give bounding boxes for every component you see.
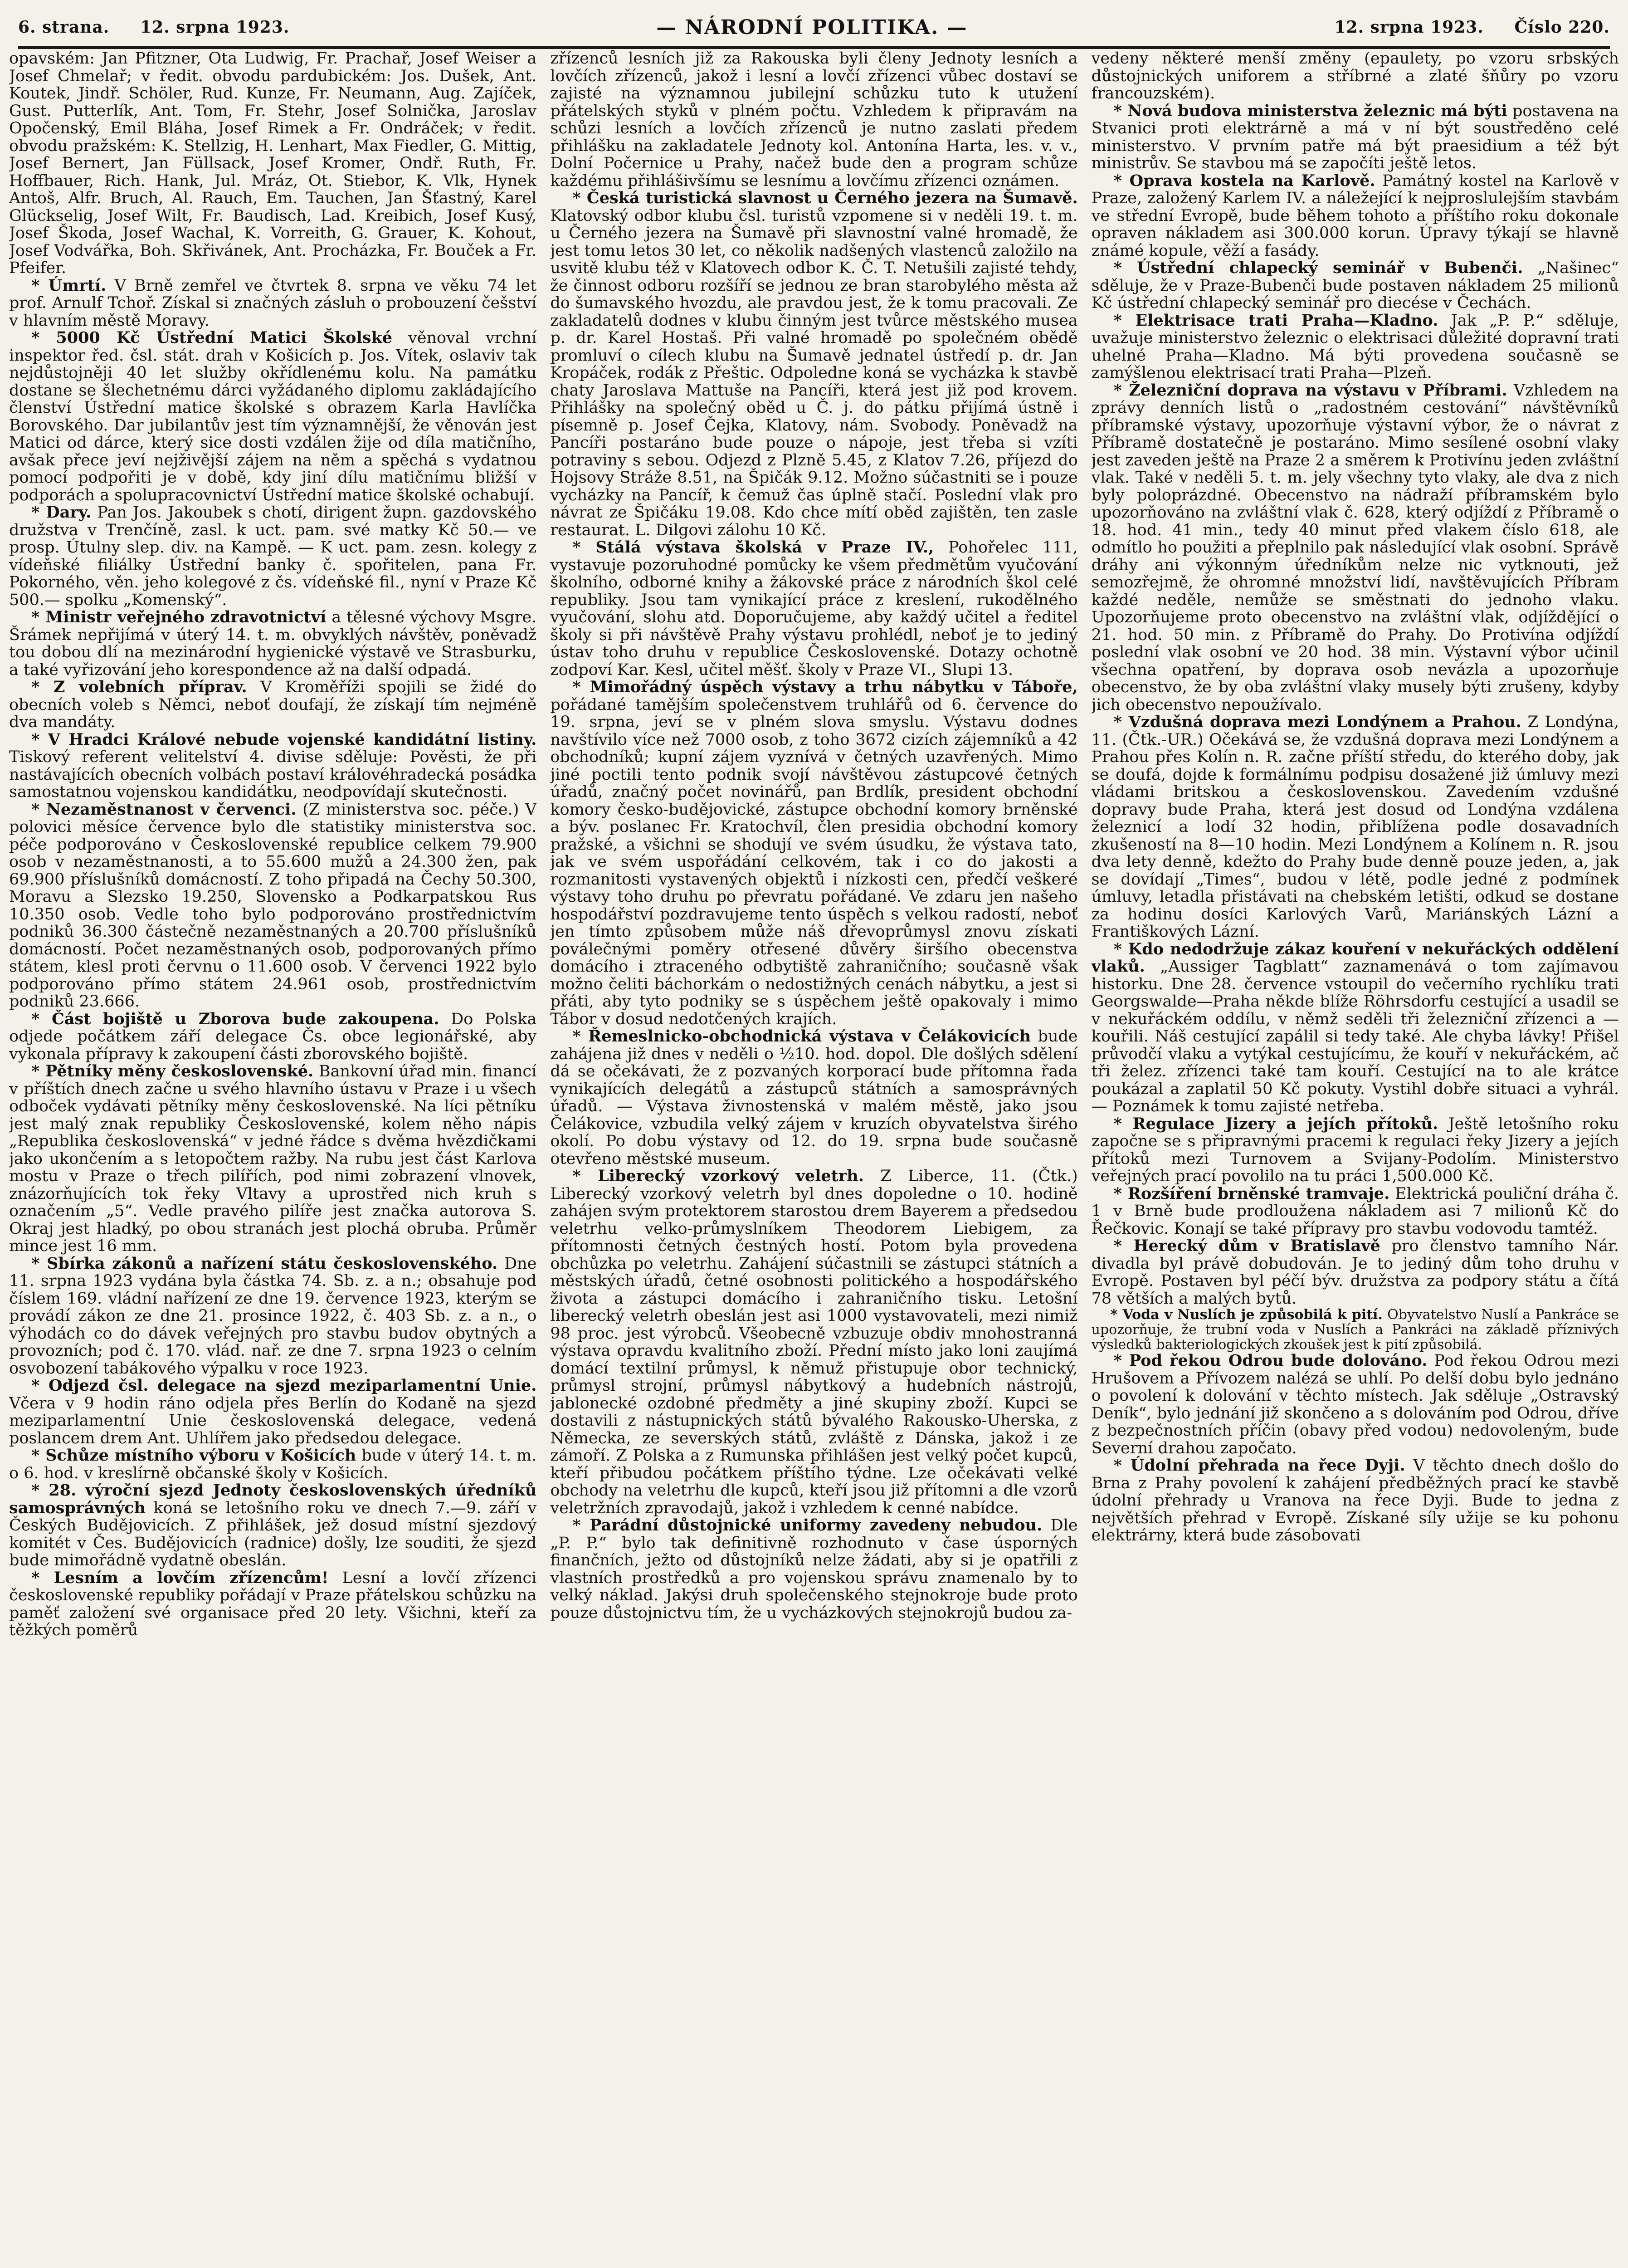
article-paragraph [1092, 259, 1619, 312]
article-headline: * Údolní přehrada na řece Dyji. [1113, 1456, 1405, 1475]
article-headline: * Kdo nedodržuje zákaz kouření v nekuřáckých oddělení vlaků. [1091, 939, 1619, 976]
article-headline: * Rozšíření brněnské tramvaje. [1113, 1184, 1390, 1203]
article-headline: * Česká turistická slavnost u Černého jezera na Šumavě. [572, 189, 1078, 207]
article-headline: * Oprava kostela na Karlově. [1113, 171, 1375, 190]
article-headline: * Vzdušná doprava mezi Londýnem a Prahou. [1113, 713, 1521, 731]
article-body: „Aussiger Tagblatt“ zaznamenává o tom zajímavou historku. Dne 28. července vstoupil do večerního rychlíku trati Georgswalde—Praha někde blíže Röhrsdorfu cestující a usadil se v nekuřáckém oddílu, v němž seděli tři železniční zřízenci a — kouřili. Náš cestující zapálil si tedy také. Ale chyba lávky! Přišel průvodčí vlaku a vytýkal cestujícímu, že kouří v nekuřáckém, ač tři želez. zřízenci také tam kouří. Cestující na to ale krátce poukázal a zaplatil 50 Kč pokuty. Vystihl dobře situaci a vyhrál. — Poznámek k tomu zajisté netřeba. [1091, 958, 1619, 1115]
header-right [1334, 18, 1610, 37]
article-body: věnoval vrchní inspektor řed. čsl. stát. drah v Košicích p. Jos. Vítek, oslaviv tak nejdůstojněji 40 let služby okřídlenému kolu. Na památku dostane se šlechetnému dárci vyžádaného diplomu zakládajícího členství Ústřední matice školské s obrazem Karla Havlíčka Borovského. Dar jubilantův jest tím významnější, že věnován jest Matici od dárce, který sice dosti vzdálen žije od díla matičního, avšak přece jeví nejživější zájem na něm a spěchá s vydatnou pomocí podpořiti je v době, kdy jiní dílu matičnímu bližší v podporách a spolupracovnictví Ústřední matice školské ochabují. [9, 329, 537, 504]
column-middle [550, 50, 1077, 2268]
article-paragraph [1092, 382, 1619, 714]
article-paragraph [1092, 1115, 1619, 1185]
article-headline: * Z volebních příprav. [31, 678, 247, 696]
article-headline: * Herecký dům v Bratislavě [1113, 1237, 1380, 1255]
article-body: V těchto dnech došlo do Brna z Prahy povolení k zahájení předběžných prací ke stavbě údolní přehrady u Vranova na řece Dyji. Bude to jedna z největších přehrad v Evropě. Získané síly užije se ku pohonu elektrárny, která bude zásobovati [1091, 1457, 1619, 1545]
article-paragraph [9, 1011, 536, 1063]
article-paragraph [550, 679, 1077, 1028]
article-body: Lesní a lovčí zřízenci československé republiky pořádají v Praze přátelskou schůzku na paměť založení své organisace před 20 lety. Všichni, kteří za těžkých poměrů [9, 1569, 537, 1639]
article-headline: * V Hradci Králové nebude vojenské kandidátní listiny. [31, 730, 537, 749]
article-paragraph [1092, 941, 1619, 1115]
article-headline: * Dary. [31, 503, 92, 522]
article-headline: * Úmrtí. [31, 276, 107, 295]
article-headline: * Železniční doprava na výstavu v Příbrami. [1113, 381, 1507, 400]
article-headline: * Pětníky měny československé. [31, 1062, 314, 1080]
article-paragraph [9, 1447, 536, 1482]
masthead-title: — NÁRODNÍ POLITIKA. — [656, 15, 968, 39]
article-headline: * Odjezd čsl. delegace na sjezd meziparlamentní Unie. [31, 1376, 537, 1395]
article-body: Dne 11. srpna 1923 vydána byla částka 74. Sb. z. a n.; obsahuje pod číslem 169. vládní nařízení ze dne 19. července 1923, kterým se provádí zákon ze dne 21. prosince 1922, č. 403 Sb. z. a n., o výhodách co do dávek veřejných pro stavbu budov obytných a provozních; pod č. 170. vlád. nař. ze dne 7. srpna 1923 o celním osvobození tabákového výpalku v roce 1923. [9, 1254, 537, 1378]
article-paragraph [1092, 312, 1619, 382]
article-headline: * Pod řekou Odrou bude dolováno. [1113, 1351, 1428, 1370]
article-paragraph [9, 1255, 536, 1378]
article-paragraph [1092, 1307, 1619, 1352]
article-body: bude zahájena již dnes v neděli o ½10. hod. dopol. Dle došlých sdělení dá se očekávati, že z pozvaných korporací bude přítomna řada vynikajících delegátů a zástupců státních a samosprávných úřadů. — Výstava živnostenská v malém městě, jako jsou Čelákovice, vzbudila velký zájem v kruzích obyvatelstva širého okolí. Po dobu výstavy od 12. do 19. srpna bude současně otevřeno městské museum. [550, 1027, 1078, 1168]
article-headline: * 28. výroční sjezd Jednoty československých úředníků samosprávných [9, 1481, 537, 1517]
article-body: Pod řekou Odrou mezi Hrušovem a Přívozem nalézá se uhlí. Po delší dobu bylo jednáno o povolení k dolování v těchto místech. Jak sděluje „Ostravský Deník“, bylo jednání již skončeno a s dolováním pod Odrou, dříve z bezpečnostních příčin (obavy před vodou) nedovoleným, bude Severní drahou započato. [1091, 1352, 1619, 1457]
article-body: Pan Jos. Jakoubek s chotí, dirigent župn. gazdovského družstva v Trenčíně, zasl. k uct. pam. své matky Kč 50.— ve prosp. Útulny slep. div. na Kampě. — K uct. pam. zesn. kolegy z vídeňské filiálky Ústřední banky č. spořitelen, pana Fr. Pokorného, věn. jeho kolegové z čs. vídeňské fil., nyní v Praze Kč 500.— spolku „Komenský“. [9, 503, 537, 609]
article-headline: * Liberecký vzorkový veletrh. [572, 1167, 864, 1185]
article-headline: * Řemeslnicko-obchodnická výstava v Čelákovicích [572, 1027, 1031, 1046]
article-paragraph [1092, 172, 1619, 260]
header-left [18, 18, 289, 37]
article-headline: * Lesním a lovčím zřízencům! [31, 1568, 329, 1587]
article-body: Včera v 9 hodin ráno odjela přes Berlín do Kodaně na sjezd meziparlamentní Unie československá delegace, vedená poslancem drem Ant. Uhlířem jako předsedou delegace. [9, 1394, 537, 1447]
column-left-text [9, 50, 536, 1639]
article-paragraph [9, 277, 536, 330]
article-paragraph [550, 190, 1077, 539]
article-body: Památný kostel na Karlově v Praze, založený Karlem IV. a náležející k nejproslulejším stavbám ve střední Evropě, bude během tohoto a příštího roku dokonale opraven nákladem asi 300.000 korun. Úpravy týkají se hlavně známé kopule, věží a fasády. [1091, 171, 1619, 260]
article-headline: * Část bojiště u Zborova bude zakoupena. [31, 1009, 439, 1028]
header-date-right: 12. srpna 1923. [1334, 18, 1484, 37]
article-paragraph [9, 1482, 536, 1569]
article-body: Klatovský odbor klubu čsl. turistů vzpomene si v neděli 19. t. m. u Černého jezera na Šumavě při slavnostní valné hromadě, že jest tomu letos 30 let, co několik nadšených vlastenců založilo na usvitě klubu též v Klatovech odbor K. Č. T. Netušili zajisté tehdy, že činnost odboru rozšíří se jednou ze bran starobylého města až do šumavského hvozdu, ale pravdou jest, že k tomu pracovali. Ze zakladatelů dodnes v klubu činným jest tvůrce městského musea p. dr. Karel Hostaš. Při valné hromadě po společném obědě promluví o cílech klubu na Šumavě jednatel ústředí p. dr. Jan Kropáček, rodák z Přeštic. Odpoledne koná se vycházka k stavbě chaty Jaroslava Mattuše na Pancíři, která jest již pod krovem. Přihlášky na společný oběd u Č. j. do pátku přijímá ústně i písemně p. Josef Čejka, Klatovy, nám. Svobody. Poněvadž na Pancíři postaráno bude pouze o nápoje, jest třeba si vzíti potraviny s sebou. Odjezd z Plzně 5.45, z Klatov 7.26, příjezd do Hojsovy Stráže 8.51, na Špičák 9.12. Možno súčastniti se i pouze vycházky na Pancíř, k čemuž čas úplně stačí. Poslední vlak pro návrat ze Špičáku 19.08. Kdo chce mítí oběd zajištěn, ten zasle restaurat. L. Dilgovi zálohu 10 Kč. [550, 206, 1078, 539]
header-date-left: 12. srpna 1923. [140, 18, 290, 37]
page-header [18, 8, 1610, 49]
article-body: a tělesné výchovy Msgre. Šrámek nepřijímá v úterý 14. t. m. obvyklých návštěv, poněvadž tou dobou dlí na mezinárodní hygienické výstavě ve Strasburku, a také vyřizování jeho korespondence až na další odpadá. [9, 608, 537, 679]
article-body: vedeny některé menší změny (epaulety, po vzoru srbských důstojnických uniforem a stříbrné a zlaté šňůry po vzoru francouzském). [1091, 50, 1619, 103]
article-headline: * Parádní důstojnické uniformy zavedeny nebudou. [572, 1516, 1043, 1535]
article-headline: * Elektrisace trati Praha—Kladno. [1113, 311, 1438, 330]
article-columns [9, 50, 1619, 2268]
column-middle-text [550, 50, 1077, 1622]
article-body: Ještě letošního roku započne se s připravnými pracemi k regulaci řeky Jizery a jejích přítoků mezi Turnovem a Svijany-Podolím. Ministerstvo veřejných prací povolilo na tu práci 1,500.000 Kč. [1091, 1114, 1619, 1185]
article-body: Tiskový referent velitelství 4. divise sděluje: Pověsti, že při nastávajících obecních volbách postaví královéhradecká posádka samostatnou vojenskou kandidátku, neodpovídají skutečnosti. [9, 748, 537, 801]
article-body: Bankovní úřad min. financí v příštích dnech začne u svého hlavního ústavu v Praze i u všech odboček vydávati pětníky měny československé. Na líci pětníku jest malý znak republiky Československé, kolem něho nápis „Republika československá“ v jedné řádce s dvěma hvězdičkami jako ukončením a s letopočtem ražby. Na rubu jest část Karlova mostu v Praze o třech pilířích, pod nimi zobrazení vlnovek, znázorňujících tok řeky Vltavy a uprostřed nich kruh s označením „5“. Vedle pravého pilíře jest značka autorova S. Okraj jest hladký, po obou stranách jest plochá obruba. Průměr mince jest 16 mm. [9, 1062, 537, 1255]
article-paragraph [9, 504, 536, 609]
article-paragraph [9, 329, 536, 504]
article-body: Obyvatelstvo Nuslí a Pankráce se upozorňuje, že trubní voda v Nuslích a Pankráci na základě příznivých výsledků bakteriologických zkoušek jest k pití způsobilá. [1091, 1307, 1619, 1353]
article-paragraph [9, 609, 536, 679]
page-number: 6. strana. [18, 18, 110, 37]
column-right-text [1092, 50, 1619, 1545]
article-paragraph [1092, 714, 1619, 941]
article-paragraph [1092, 1457, 1619, 1545]
article-headline: * Schůze místního výboru v Košicích [31, 1446, 356, 1465]
article-body: V Kroměříži spojili se židé do obecních voleb s Němci, neboť doufají, že získají tím nejméně dva mandáty. [9, 678, 537, 731]
article-body: Jak „P. P.“ sděluje, uvažuje ministerstvo železnic o elektrisaci důležité dopravní trati uhelné Praha—Kladno. Má býti provedena současně se zamýšlenou elektrisací trati Praha—Plzeň. [1091, 311, 1619, 382]
article-paragraph [1092, 50, 1619, 103]
article-paragraph [9, 1063, 536, 1255]
article-paragraph [9, 679, 536, 731]
article-headline: * Ústřední chlapecký seminář v Bubenči. [1113, 259, 1523, 277]
article-headline: * Nová budova ministerstva železnic má býti [1113, 101, 1507, 120]
article-paragraph [1092, 1352, 1619, 1457]
issue-number: Číslo 220. [1514, 18, 1610, 37]
article-paragraph [550, 539, 1077, 679]
article-body: bude v úterý 14. t. m. o 6. hod. v kreslírně občanské školy v Košicích. [9, 1447, 537, 1482]
article-body: koná se letošního roku ve dnech 7.—9. září v Českých Budějovicích. Z přihlášek, jež dosud místní sjezdový komitét v Čes. Budějovicích (radnice) došly, lze souditi, že sjezd bude mimořádně vydatně obeslán. [9, 1499, 537, 1569]
column-left [9, 50, 536, 2268]
article-body: opavském: Jan Pfitzner, Ota Ludwig, Fr. Prachař, Josef Weiser a Josef Chmelař; v ředit. obvodu pardubickém: Jos. Dušek, Ant. Koutek, Jindř. Schöler, Rud. Kunze, Fr. Neumann, Aug. Zajíček, Gust. Putterlík, Ant. Tom, Fr. Stehr, Josef Solnička, Jaroslav Opočenský, Emil Bláha, Josef Rimek a Fr. Ondráček; v ředit. obvodu pražském: K. Stellzig, H. Lenhart, Max Fiedler, G. Mittig, Josef Bernert, Jan Füllsack, Josef Kromer, Ondř. Ruth, Fr. Hoffbauer, Rich. Hank, Jul. Mráz, Ot. Stiebor, K. Vlk, Hynek Antoš, Alfr. Bruch, Al. Rauch, Em. Tauchen, Jan Šťastný, Karel Glückselig, Josef Wilt, Fr. Baudisch, Lad. Kreibich, Josef Kusý, Josef Škoda, Josef Wachal, K. Vorreith, G. Grauer, K. Kohout, Josef Vodvářka, Boh. Skřivánek, Ant. Procházka, Fr. Bouček a Fr. Pfeifer. [9, 50, 537, 277]
article-paragraph [550, 1168, 1077, 1517]
article-body: Pohořelec 111, vystavuje pozoruhodné pomůcky ke všem předmětům vyučování školního, odborné knihy a žákovské práce z národních škol celé republiky. Jsou tam vynikající práce z kreslení, rukodělného vyučování, slohu atd. Doporučujeme, aby každý učitel a ředitel školy si při návštěvě Prahy výstavu prohlédl, neboť je to jediný ústav toho druhu v republice Československé. Dotazy ochotně zodpoví Kar. Kesl, učitel měšť. školy v Praze VI., Slupi 13. [550, 538, 1078, 679]
article-headline: * Ministr veřejného zdravotnictví [31, 608, 327, 626]
column-right [1092, 50, 1619, 2268]
article-body: Z Londýna, 11. (Čtk.-UR.) Očekává se, že vzdušná doprava mezi Londýnem a Prahou přes Kolín n. R. začne příští středu, do kterého doby, jak se doufá, dojde k formálnímu podpisu dosažené již úmluvy mezi vládami britskou a československou. Zavedením vzdušné dopravy bude Praha, která jest dosud od Londýna vzdálena železnicí a lodí 32 hodin, přiblížena podle dosavadních zkušeností na 8—10 hodin. Mezi Londýnem a Kolínem n. R. jsou dva lety denně, kdežto do Prahy bude denně pouze jeden, a, jak se dovídají „Times“, budou v létě, podle jedné z podmínek úmluvy, letadla přistávati na chebském letišti, odkud se dostane za hodinu dosíci Karlových Varů, Mariánských Lázní a Františkových Lázní. [1091, 713, 1619, 941]
article-paragraph [1092, 103, 1619, 172]
article-body: Dle „P. P.“ bylo tak definitivně rozhodnuto v čase úsporných finančních, ježto od důstojníků nelze žádati, aby si je opatřili z vlastních prostředků a pro vojenskou správu znamenalo by to velký náklad. Jakýsi druh společenského stejnokroje bude proto pouze důstojnictvu tím, že u vycházkových stejnokrojů budou za- [550, 1516, 1078, 1622]
article-paragraph [9, 801, 536, 1011]
article-paragraph [1092, 1237, 1619, 1307]
article-headline: * Regulace Jizery a jejích přítoků. [1113, 1114, 1438, 1133]
article-headline: * Voda v Nuslích je způsobilá k pití. [1110, 1307, 1383, 1323]
article-paragraph [550, 1028, 1077, 1168]
article-paragraph [9, 731, 536, 801]
article-paragraph [550, 50, 1077, 190]
article-body: (Z ministerstva soc. péče.) V polovici měsíce července bylo dle statistiky ministerstva soc. péče podporováno v Československé republice celkem 79.900 osob v nezaměstnanosti, a to 55.600 mužů a 24.300 žen, pak 69.900 příslušníků domácností. Z toho připadá na Čechy 50.300, Moravu a Slezsko 19.250, Slovensko a Podkarpatskou Rus 10.350 osob. Vedle toho bylo podporováno prostřednictvím podniků 36.300 částečně nezaměstnaných a 20.700 příslušníků domácností. Počet nezaměstnaných osob, podporovaných přímo státem, klesl proti červnu o 11.600 osob. V červenci 1922 bylo podporováno přímo státem 24.961 osob, prostřednictvím podniků 23.666. [9, 800, 537, 1011]
article-body: zřízenců lesních již za Rakouska byli členy Jednoty lesních a lovčích zřízenců, jakož i lesní a lovčí zřízenci vůbec dostaví se zajisté na významnou jubilejní schůzku tuto k utužení přátelských styků v plném počtu. Vzhledem k připravám na schůzi lesních a lovčích zřízenců je nutno zaslati předem přihlášku na zakladatele Jednoty kol. Antonína Harta, les. v. v., Dolní Počernice u Prahy, načež bude den a program schůze každému přihlášivšímu se lesnímu a lovčímu zřízenci oznámen. [550, 50, 1078, 190]
article-headline: * Stálá výstava školská v Praze IV., [572, 538, 934, 557]
article-paragraph [9, 1377, 536, 1447]
article-paragraph [9, 1569, 536, 1639]
article-body: Vzhledem na zprávy denních listů o „radostném cestování“ návštěvníků příbramské výstavy, upozorňuje výstavní výbor, že o návrat z Příbramě dostatečně je postaráno. Mimo sesílené osobní vlaky jest zaveden ještě na Praze 2 a směrem k Protivínu jeden zvláštní vlak. Také v neděli 5. t. m. jely všechny tyto vlaky, ale dva z nich byly poloprázdné. Obecenstvo na nádraží příbramském bylo upozorňováno na zvláštní vlak č. 628, který odjíždí z Příbramě o 18. hod. 41 min., tedy 40 minut před vlakem číslo 618, ale odmítlo ho použiti a přeplnilo pak následující vlak osobní. Správě dráhy ani výkonným úředníkům nelze nic vytknouti, jež semozřejmě, že ohromné množství lidí, navštěvujících Příbram každé neděle, nemůže se směstnati do jednoho vlaku. Upozorňujeme proto obecenstvo na zvláštní vlak, odjíždějící o 21. hod. 50 min. z Příbramě do Prahy. Do Protivína odjíždí poslední vlak osobní ve 20 hod. 38 min. Výstavní výbor učinil všechna opatření, by doprava osob nevázla a upozorňuje obecenstvo, že by oba zvláštní vlaky musely býti zrušeny, kdyby jich obecenstvo nepoužívalo. [1091, 381, 1619, 714]
article-body: Z Liberce, 11. (Čtk.) Liberecký vzorkový veletrh byl dnes dopoledne o 10. hodině zahájen svým protektorem starostou drem Bayerem a předsedou veletrhu velko-průmyslníkem Theodorem Liebigem, za přítomnosti četných čestných hostí. Potom byla provedena obchůzka po veletrhu. Zahájení súčastnili se zástupci státních a městských úřadů, četné osobnosti politického a hospodářského života a zástupci domácího i zahraničního tisku. Letošní liberecký veletrh obeslán jest asi 1000 vystavovateli, mezi nimiž 98 proc. jest výrobců. Všeobecně vzbuzuje obdiv mnohostranná výstava opravdu kvalitního zboží. Přední místo jako loni zaujímá domácí textilní průmysl, k němuž přistupuje obor technický, průmysl strojní, průmysl nábytkový a hudebních nástrojů, jablonecké ozdobné předměty a jiné skupiny zboží. Kupci se dostavili z nástupnických států bývalého Rakousko-Uherska, z Německa, ze severských států, zvláště z Dánska, jakož i ze zámoří. Z Polska a z Rumunska přihlášen jest velký počet kupců, kteří přibudou počátkem příštího týdne. Lze očekávati velké obchody na veletrhu dle kupců, kteří jsou již přítomni a dle vzorů veletržních zpravodajů, jakož i vzhledem k cenné nabídce. [550, 1167, 1078, 1517]
article-headline: * Mimořádný úspěch výstavy a trhu nábytku v Táboře, [572, 678, 1078, 696]
article-headline: * 5000 Kč Ústřední Matici Školské [31, 328, 392, 347]
article-body: pořádané tamějším společenstvem truhlářů od 6. července do 19. srpna, jeví se v plném slova smyslu. Výstavu dodnes navštívilo více než 7000 osob, z toho 3672 cizích zájemníků a 42 obchodníků; kupní zájem vyznívá v četných uzavřených. Mimo jiné poctili tento podnik svojí návštěvou zástupcové četných úřadů, značný počet novinářů, pan Brdlík, president obchodní komory česko-budějovické, zástupce obchodní komory brněnské a býv. poslanec Fr. Kratochvíl, člen presidia obchodní komory pražské, a všichni se shodují ve svém úsudku, že výstava tato, jak ve svém uspořádání celkovém, tak i co do jakosti a rozmanitosti vystavených objektů i nízkosti cen, předčí veškeré výstavy toho druhu po převratu pořádané. Ve zdaru jen našeho hospodářství pozdravujeme tento úspěch s velkou radostí, neboť jen tímto způsobem může náš dřevoprůmysl znovu získati poválečnými poměry otřesené důvěry širšího obecenstva domácího i ztraceného odbytiště zahraničního; současně však možno čeliti báchorkám o nedostižných cenách nábytku, a jest si přáti, aby tyto podniky se s úspěchem ještě opakovaly i mimo Tábor v dosud nedotčených krajích. [550, 695, 1078, 1028]
article-body: V Brně zemřel ve čtvrtek 8. srpna ve věku 74 let prof. Arnulf Tchoř. Získal si značných zásluh o probouzení češství v hlavním městě Moravy. [9, 276, 537, 330]
article-body: „Našinec“ sděluje, že v Praze-Bubenči bude postaven nákladem 25 milionů Kč ústřední chlapecký seminář pro diecése v Čechách. [1091, 259, 1619, 312]
article-paragraph [550, 1517, 1077, 1622]
article-paragraph [1092, 1185, 1619, 1238]
article-body: Elektrická pouliční dráha č. 1 v Brně bude prodloužena nákladem asi 7 milionů Kč do Řečkovic. Konají se také přípravy pro stavbu vodovodu tamtéž. [1091, 1184, 1619, 1238]
article-body: Do Polska odjede počátkem září delegace Čs. obce legionářské, aby vykonala přípravy k zakoupení části zborovského bojiště. [9, 1010, 537, 1063]
article-paragraph [9, 50, 536, 277]
article-body: postavena na Stvanici proti elektrárně a má v ní být soustředěno celé ministerstvo. V prvním patře má být praesidium a též být ministrův. Se stavbou má se započíti ještě letos. [1091, 102, 1619, 172]
article-headline: * Sbírka zákonů a nařízení státu československého. [31, 1254, 498, 1273]
article-headline: * Nezaměstnanost v červenci. [31, 800, 297, 819]
article-body: pro členstvo tamního Nár. divadla byl právě dobudován. Je to jediný dům toho druhu v Evropě. Postaven byl péčí býv. družstva za podpory státu a čítá 78 větších a malých bytů. [1091, 1237, 1619, 1308]
